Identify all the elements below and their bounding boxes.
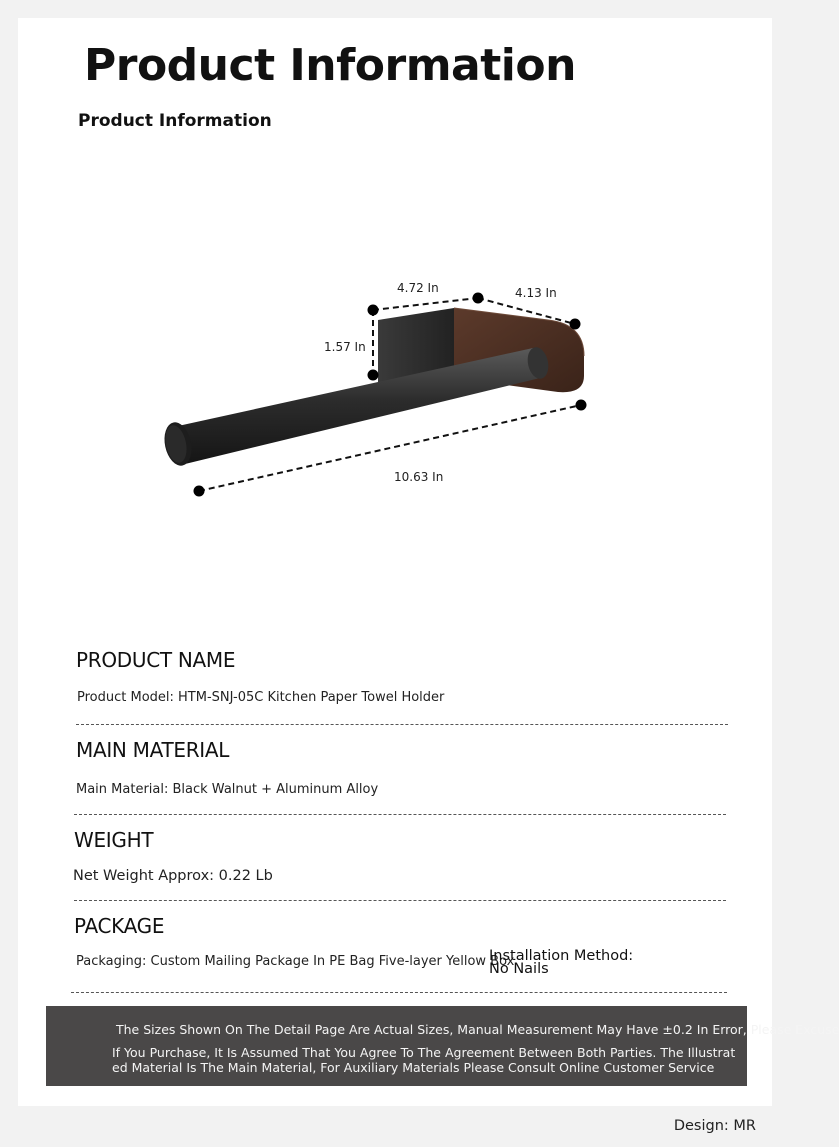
notice-line-1: The Sizes Shown On The Detail Page Are Actual Sizes, Manual Measurement May Have ±0.2 In Error, Please Excuse: [116, 1022, 839, 1037]
product-name-heading: PRODUCT NAME: [76, 648, 236, 672]
notice-line-2b: ed Material Is The Main Material, For Auxiliary Materials Please Consult Online Customer Service: [112, 1060, 715, 1075]
installation-label: Installation Method:: [489, 948, 634, 964]
design-credit: Design: MR: [673, 1118, 756, 1134]
notice-line-2a: If You Purchase, It Is Assumed That You Agree To The Agreement Between Both Parties. The Illustrat: [112, 1045, 736, 1060]
holder-rod: [161, 345, 551, 468]
notice-banner: [46, 1006, 839, 1086]
divider: [71, 992, 727, 993]
weight-heading: WEIGHT: [74, 828, 154, 852]
page-title: Product Information: [84, 40, 576, 91]
installation-method: [489, 950, 633, 976]
divider: [74, 814, 726, 815]
notice-line-2: [112, 1045, 735, 1075]
net-weight-text: Net Weight Approx: 0.22 Lb: [73, 868, 273, 884]
dim-length-label: 10.63 In: [394, 470, 444, 484]
section-subtitle: Product Information: [78, 111, 272, 131]
package-heading: PACKAGE: [74, 914, 165, 938]
product-info-card: [18, 18, 839, 1106]
dim-height-label: 1.57 In: [324, 340, 366, 354]
dim-depth-label: 4.13 In: [515, 286, 557, 300]
main-material-text: Main Material: Black Walnut + Aluminum Alloy: [76, 782, 379, 797]
divider: [76, 724, 728, 725]
dim-top-width-label: 4.72 In: [397, 281, 439, 295]
main-material-heading: MAIN MATERIAL: [76, 738, 230, 762]
product-model-text: Product Model: HTM-SNJ-05C Kitchen Paper Towel Holder: [77, 690, 445, 705]
product-dimension-diagram: [18, 18, 772, 638]
installation-value: No Nails: [489, 961, 549, 977]
divider: [74, 900, 726, 901]
packaging-text: Packaging: Custom Mailing Package In PE Bag Five-layer Yellow Box: [76, 954, 515, 969]
